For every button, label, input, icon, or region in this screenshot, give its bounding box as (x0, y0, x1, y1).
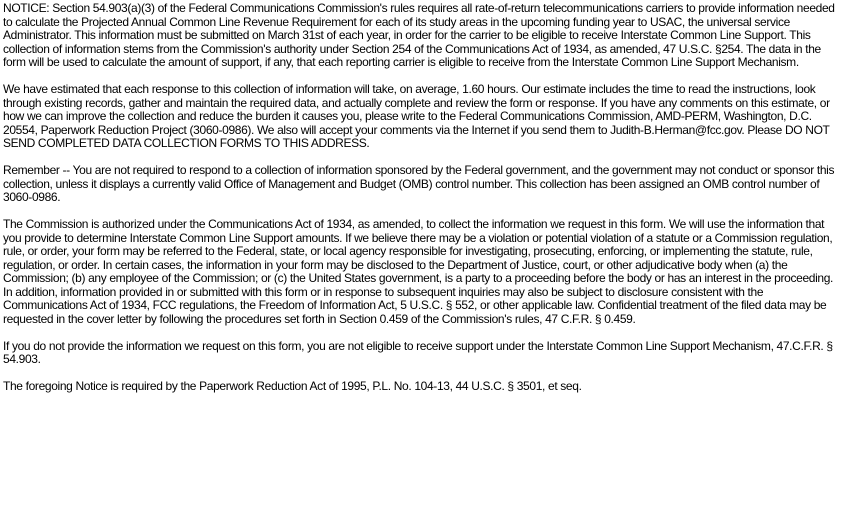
notice-paragraph-burden-estimate: We have estimated that each response to this collection of information will take, on average, 1.60 hours. Our estimate includes the time to read the instructions, look through existing records, gather and maintain the required data, and actually complete and review the form or response. If you have any comments on this estimate, or how we can improve the collection and reduce the burden it causes you, please write to the Federal Communications Commission, AMD-PERM, Washington, D.C. 20554, Paperwork Reduction Project (3060-0986). We also will accept your comments via the Internet if you send them to Judith-B.Herman@fcc.gov. Please DO NOT SEND COMPLETED DATA COLLECTION FORMS TO THIS ADDRESS. (3, 82, 830, 150)
notice-paragraph-eligibility: If you do not provide the information we request on this form, you are not eligible to receive support under the Interstate Common Line Support Mechanism, 47.C.F.R. § 54.903. (3, 338, 833, 366)
paperwork-reduction-notice (3, 2, 844, 407)
notice-paragraph-authority: NOTICE: Section 54.903(a)(3) of the Federal Communications Commission's rules requires all rate-of-return telecommunications carriers to provide information needed to calculate the Projected Annual Common Line Revenue Requirement for each of its study areas in the upcoming funding year to USAC, the universal service Administrator. This information must be submitted on March 31st of each year, in order for the carrier to be eligible to receive Interstate Common Line Support. This collection of information stems from the Commission's authority under Section 254 of the Communications Act of 1934, as amended, 47 U.S.C. §254. The data in the form will be used to calculate the amount of support, if any, that each reporting carrier is eligible to receive from the Interstate Common Line Support Mechanism. (3, 1, 835, 69)
notice-paragraph-pra-citation: The foregoing Notice is required by the Paperwork Reduction Act of 1995, P.L. No. 104-13, 44 U.S.C. § 3501, et seq. (3, 379, 582, 393)
notice-paragraph-privacy-use: The Commission is authorized under the Communications Act of 1934, as amended, to collect the information we request in this form. We will use the information that you provide to determine Interstate Common Line Support amounts. If we believe there may be a violation or potential violation of a statute or a Commission regulation, rule, or order, your form may be referred to the Federal, state, or local agency responsible for investigating, prosecuting, enforcing, or implementing the statute, rule, regulation, or order. In certain cases, the information in your form may be disclosed to the Department of Justice, court, or other adjudicative body when (a) the Commission; (b) any employee of the Commission; or (c) the United States government, is a party to a proceeding before the body or has an interest in the proceeding. In addition, information provided in or submitted with this form or in response to subsequent inquiries may also be subject to disclosure consistent with the Communications Act of 1934, FCC regulations, the Freedom of Information Act, 5 U.S.C. § 552, or other applicable law. Confidential treatment of the filed data may be requested in the cover letter by following the procedures set forth in Section 0.459 of the Commission's rules, 47 C.F.R. § 0.459. (3, 217, 834, 326)
notice-paragraph-omb-control: Remember -- You are not required to respond to a collection of information sponsored by the Federal government, and the government may not conduct or sponsor this collection, unless it displays a currently valid Office of Management and Budget (OMB) control number. This collection has been assigned an OMB control number of 3060-0986. (3, 163, 835, 204)
